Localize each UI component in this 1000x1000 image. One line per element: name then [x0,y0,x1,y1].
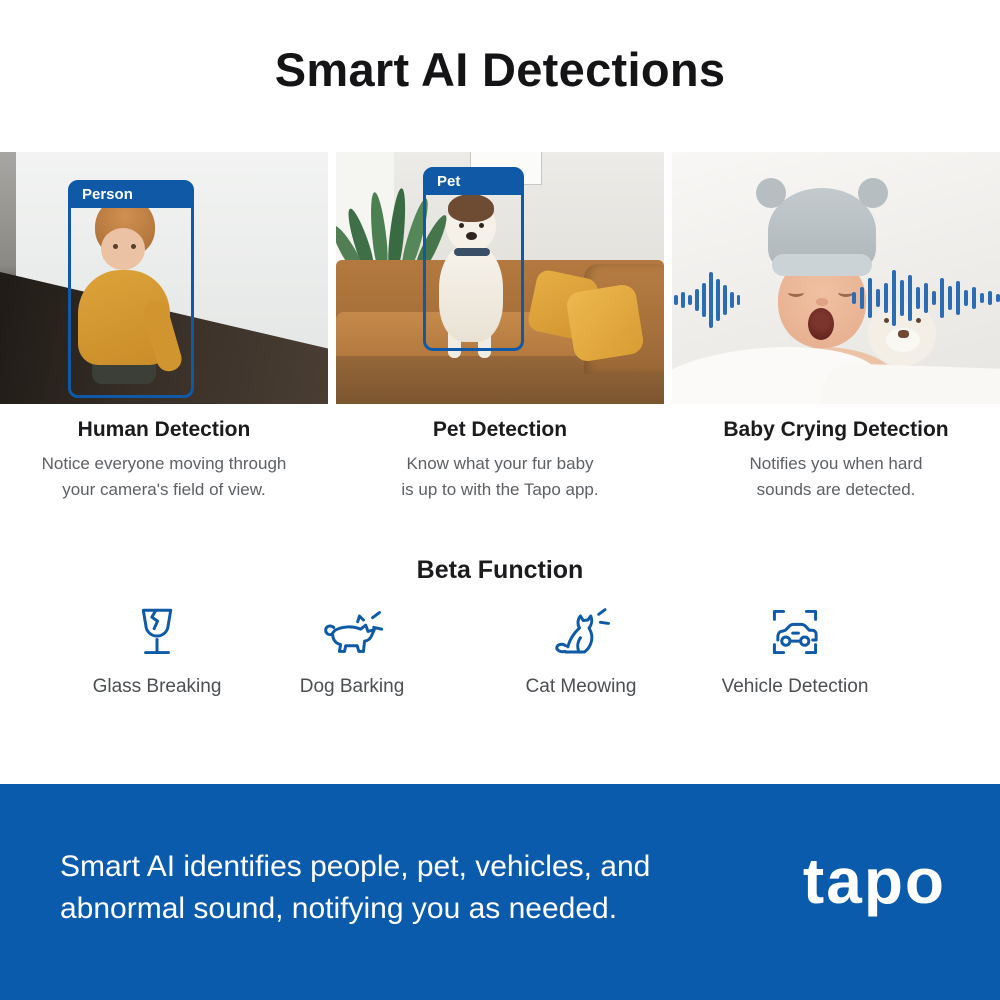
white-blanket [821,363,1000,404]
human-detection-photo [0,152,328,404]
beta-item-vehicle-detection [685,598,905,698]
human-detection-description [0,451,328,503]
dog-barking-icon [242,598,462,666]
footer-message [60,846,650,930]
baby-nose [816,298,828,306]
description-line: your camera's field of view. [62,480,266,499]
description-line: Notice everyone moving through [41,454,287,473]
baby-crying-detection-photo [672,152,1000,404]
human-detection-caption [0,418,328,503]
baby-crying-detection-title: Baby Crying Detection [723,418,949,441]
beta-item-cat-meowing [471,598,691,698]
pet-detection-description [336,451,664,503]
caption-row [0,418,1000,503]
description-line: sounds are detected. [756,480,916,499]
cat-meowing-icon [471,598,691,666]
yellow-pillow [565,283,645,363]
baby-crying-detection-caption [672,418,1000,503]
footer-message-line: Smart AI identifies people, pet, vehicles, and [60,850,651,883]
sound-wave-left-icon [674,270,740,330]
beta-item-label: Dog Barking [299,676,405,697]
detection-photo-row [0,152,1000,404]
hat-pompom [756,178,786,208]
pet-badge: Pet [425,169,522,195]
pet-detection-caption [336,418,664,503]
beta-item-dog-barking [242,598,462,698]
sound-wave-right-icon [852,268,1000,328]
person-bounding-box [68,180,194,398]
description-line: is up to with the Tapo app. [401,480,599,499]
baby-crying-detection-description [672,451,1000,503]
hat-pompom [858,178,888,208]
description-line: Know what your fur baby [406,454,594,473]
human-detection-title: Human Detection [77,418,251,441]
footer-banner [0,784,1000,1000]
footer-message-line: abnormal sound, notifying you as needed. [60,892,618,925]
beta-item-label: Glass Breaking [92,676,222,697]
glass-breaking-icon [47,598,267,666]
baby-yawning-mouth [808,308,834,340]
vehicle-detection-icon [685,598,905,666]
beta-item-label: Vehicle Detection [721,676,869,697]
teddy-bear-nose [898,330,909,338]
beta-item-label: Cat Meowing [525,676,637,697]
pet-detection-title: Pet Detection [432,418,568,441]
tapo-logo: tapo [802,845,946,917]
beta-item-glass-breaking [47,598,267,698]
page-title: Smart AI Detections [274,43,726,96]
beta-function-title: Beta Function [416,556,584,584]
baby-closed-eye [788,288,804,297]
pet-detection-photo [336,152,664,404]
pet-bounding-box [423,167,524,351]
person-badge: Person [70,182,192,208]
description-line: Notifies you when hard [749,454,923,473]
